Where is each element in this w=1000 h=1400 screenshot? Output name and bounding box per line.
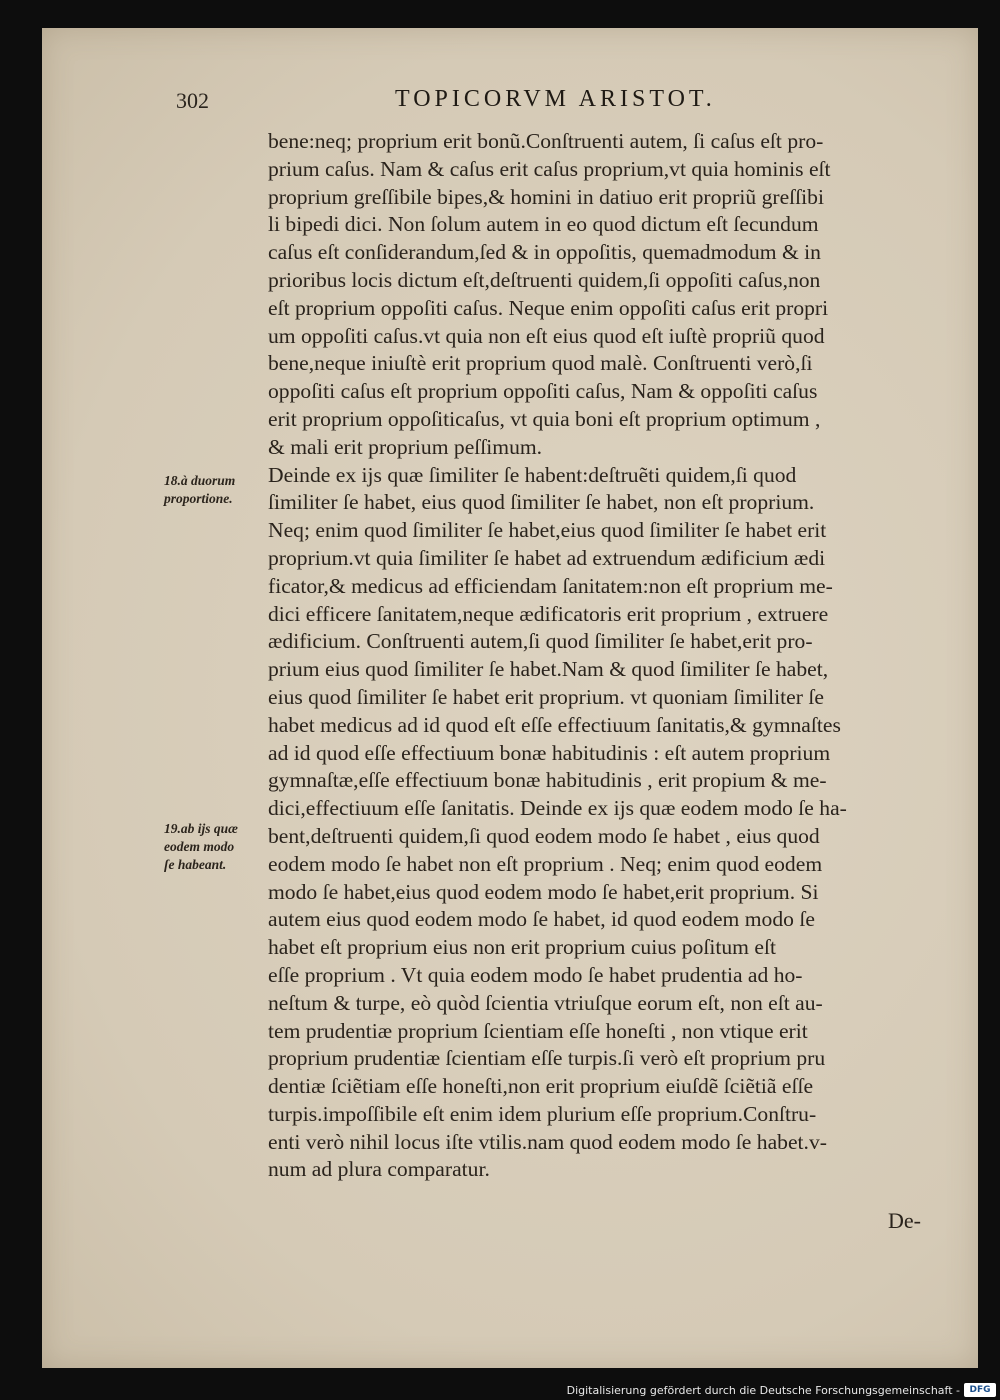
text-line: ad id quod eſſe effectiuum bonæ habitudinis : eſt autem proprium <box>268 740 831 765</box>
text-line: bent,deſtruenti quidem,ſi quod eodem modo ſe habet , eius quod <box>268 823 820 848</box>
text-line: um oppoſiti caſus.vt quia non eſt eius quod eſt iuſtè propriũ quod <box>268 323 825 348</box>
page-number: 302 <box>176 88 209 113</box>
margin-note-line: proportione. <box>164 491 233 506</box>
text-line: tem prudentiæ proprium ſcientiam eſſe honeſti , non vtique erit <box>268 1018 808 1043</box>
text-line: habet eſt proprium eius non erit proprium cuius poſitum eſt <box>268 935 776 960</box>
text-line: ædificium. Conſtruenti autem,ſi quod ſimiliter ſe habet,erit pro- <box>268 629 813 654</box>
text-line: oppoſiti caſus eſt proprium oppoſiti caſus, Nam & oppoſiti caſus <box>268 379 818 404</box>
text-line: Deinde ex ijs quæ ſimiliter ſe habent:deſtruẽti quidem,ſi quod <box>268 462 797 487</box>
text-line: dentiæ ſciẽtiam eſſe honeſti,non erit proprium eiuſdẽ ſciẽtiã eſſe <box>268 1074 814 1099</box>
text-line: prioribus locis dictum eſt,deſtruenti quidem,ſi oppoſiti caſus,non <box>268 267 821 292</box>
text-line: enti verò nihil locus iſte vtilis.nam quod eodem modo ſe habet.v- <box>268 1129 827 1154</box>
text-line: caſus eſt conſiderandum,ſed & in oppoſitis, quemadmodum & in <box>268 240 821 265</box>
text-line: ſimiliter ſe habet, eius quod ſimiliter ſe habet, non eſt proprium. <box>268 490 815 515</box>
margin-note-18 <box>164 472 266 508</box>
text-line: autem eius quod eodem modo ſe habet, id quod eodem modo ſe <box>268 907 815 932</box>
text-line: eſſe proprium . Vt quia eodem modo ſe habet prudentia ad ho- <box>268 962 803 987</box>
catchword: De- <box>888 1208 921 1233</box>
text-line: turpis.impoſſibile eſt enim idem plurium eſſe proprium.Conſtru- <box>268 1101 817 1126</box>
dfg-logo: DFG <box>964 1383 996 1397</box>
text-line: proprium greſſibile bipes,& homini in datiuo erit propriũ greſſibi <box>268 184 824 209</box>
text-line: ficator,& medicus ad efficiendam ſanitatem:non eſt proprium me- <box>268 573 833 598</box>
text-line: Neq; enim quod ſimiliter ſe habet,eius quod ſimiliter ſe habet erit <box>268 518 827 543</box>
text-line: & mali erit proprium peſſimum. <box>268 434 543 459</box>
margin-note-line: 19.ab ijs quæ <box>164 821 238 836</box>
text-line: erit proprium oppoſiticaſus, vt quia boni eſt proprium optimum , <box>268 406 821 431</box>
text-line: li bipedi dici. Non ſolum autem in eo quod dictum eſt ſecundum <box>268 212 819 237</box>
margin-note-line: 18.à duorum <box>164 473 236 488</box>
text-line: proprium prudentiæ ſcientiam eſſe turpis.ſi verò eſt proprium pru <box>268 1046 826 1071</box>
text-line: neſtum & turpe, eò quòd ſcientia vtriuſque eorum eſt, non eſt au- <box>268 990 823 1015</box>
text-line: prium eius quod ſimiliter ſe habet.Nam & quod ſimiliter ſe habet, <box>268 657 829 682</box>
text-line: eodem modo ſe habet non eſt proprium . Neq; enim quod eodem <box>268 851 823 876</box>
running-head: TOPICORVM ARISTOT. <box>395 86 716 112</box>
text-line: habet medicus ad id quod eſt eſſe effectiuum ſanitatis,& gymnaſtes <box>268 712 841 737</box>
text-line: gymnaſtæ,eſſe effectiuum bonæ habitudinis , erit propium & me- <box>268 768 827 793</box>
text-line: eius quod ſimiliter ſe habet erit proprium. vt quoniam ſimiliter ſe <box>268 684 824 709</box>
text-line: bene:neq; proprium erit bonũ.Conſtruenti autem, ſi caſus eſt pro- <box>268 129 824 153</box>
margin-note-line: ſe habeant. <box>164 857 227 872</box>
text-line: dici efficere ſanitatem,neque ædificatoris erit proprium , extruere <box>268 601 829 626</box>
text-line: modo ſe habet,eius quod eodem modo ſe habet,erit proprium. Si <box>268 879 819 904</box>
text-line: eſt proprium oppoſiti caſus. Neque enim oppoſiti caſus erit propri <box>268 295 829 320</box>
funding-notice: Digitalisierung gefördert durch die Deutsche Forschungsgemeinschaft - <box>566 1384 960 1397</box>
margin-note-19 <box>164 820 266 874</box>
margin-note-line: eodem modo <box>164 839 235 854</box>
text-line: num ad plura comparatur. <box>268 1157 490 1182</box>
text-line: prium caſus. Nam & caſus erit caſus proprium,vt quia hominis eſt <box>268 156 831 181</box>
text-line: bene,neque iniuſtè erit proprium quod malè. Conſtruenti verò,ſi <box>268 351 813 376</box>
text-line: dici,effectiuum eſſe ſanitatis. Deinde ex ijs quæ eodem modo ſe ha- <box>268 796 847 821</box>
body-text <box>268 128 940 1184</box>
text-line: proprium.vt quia ſimiliter ſe habet ad extruendum ædificium ædi <box>268 545 826 570</box>
